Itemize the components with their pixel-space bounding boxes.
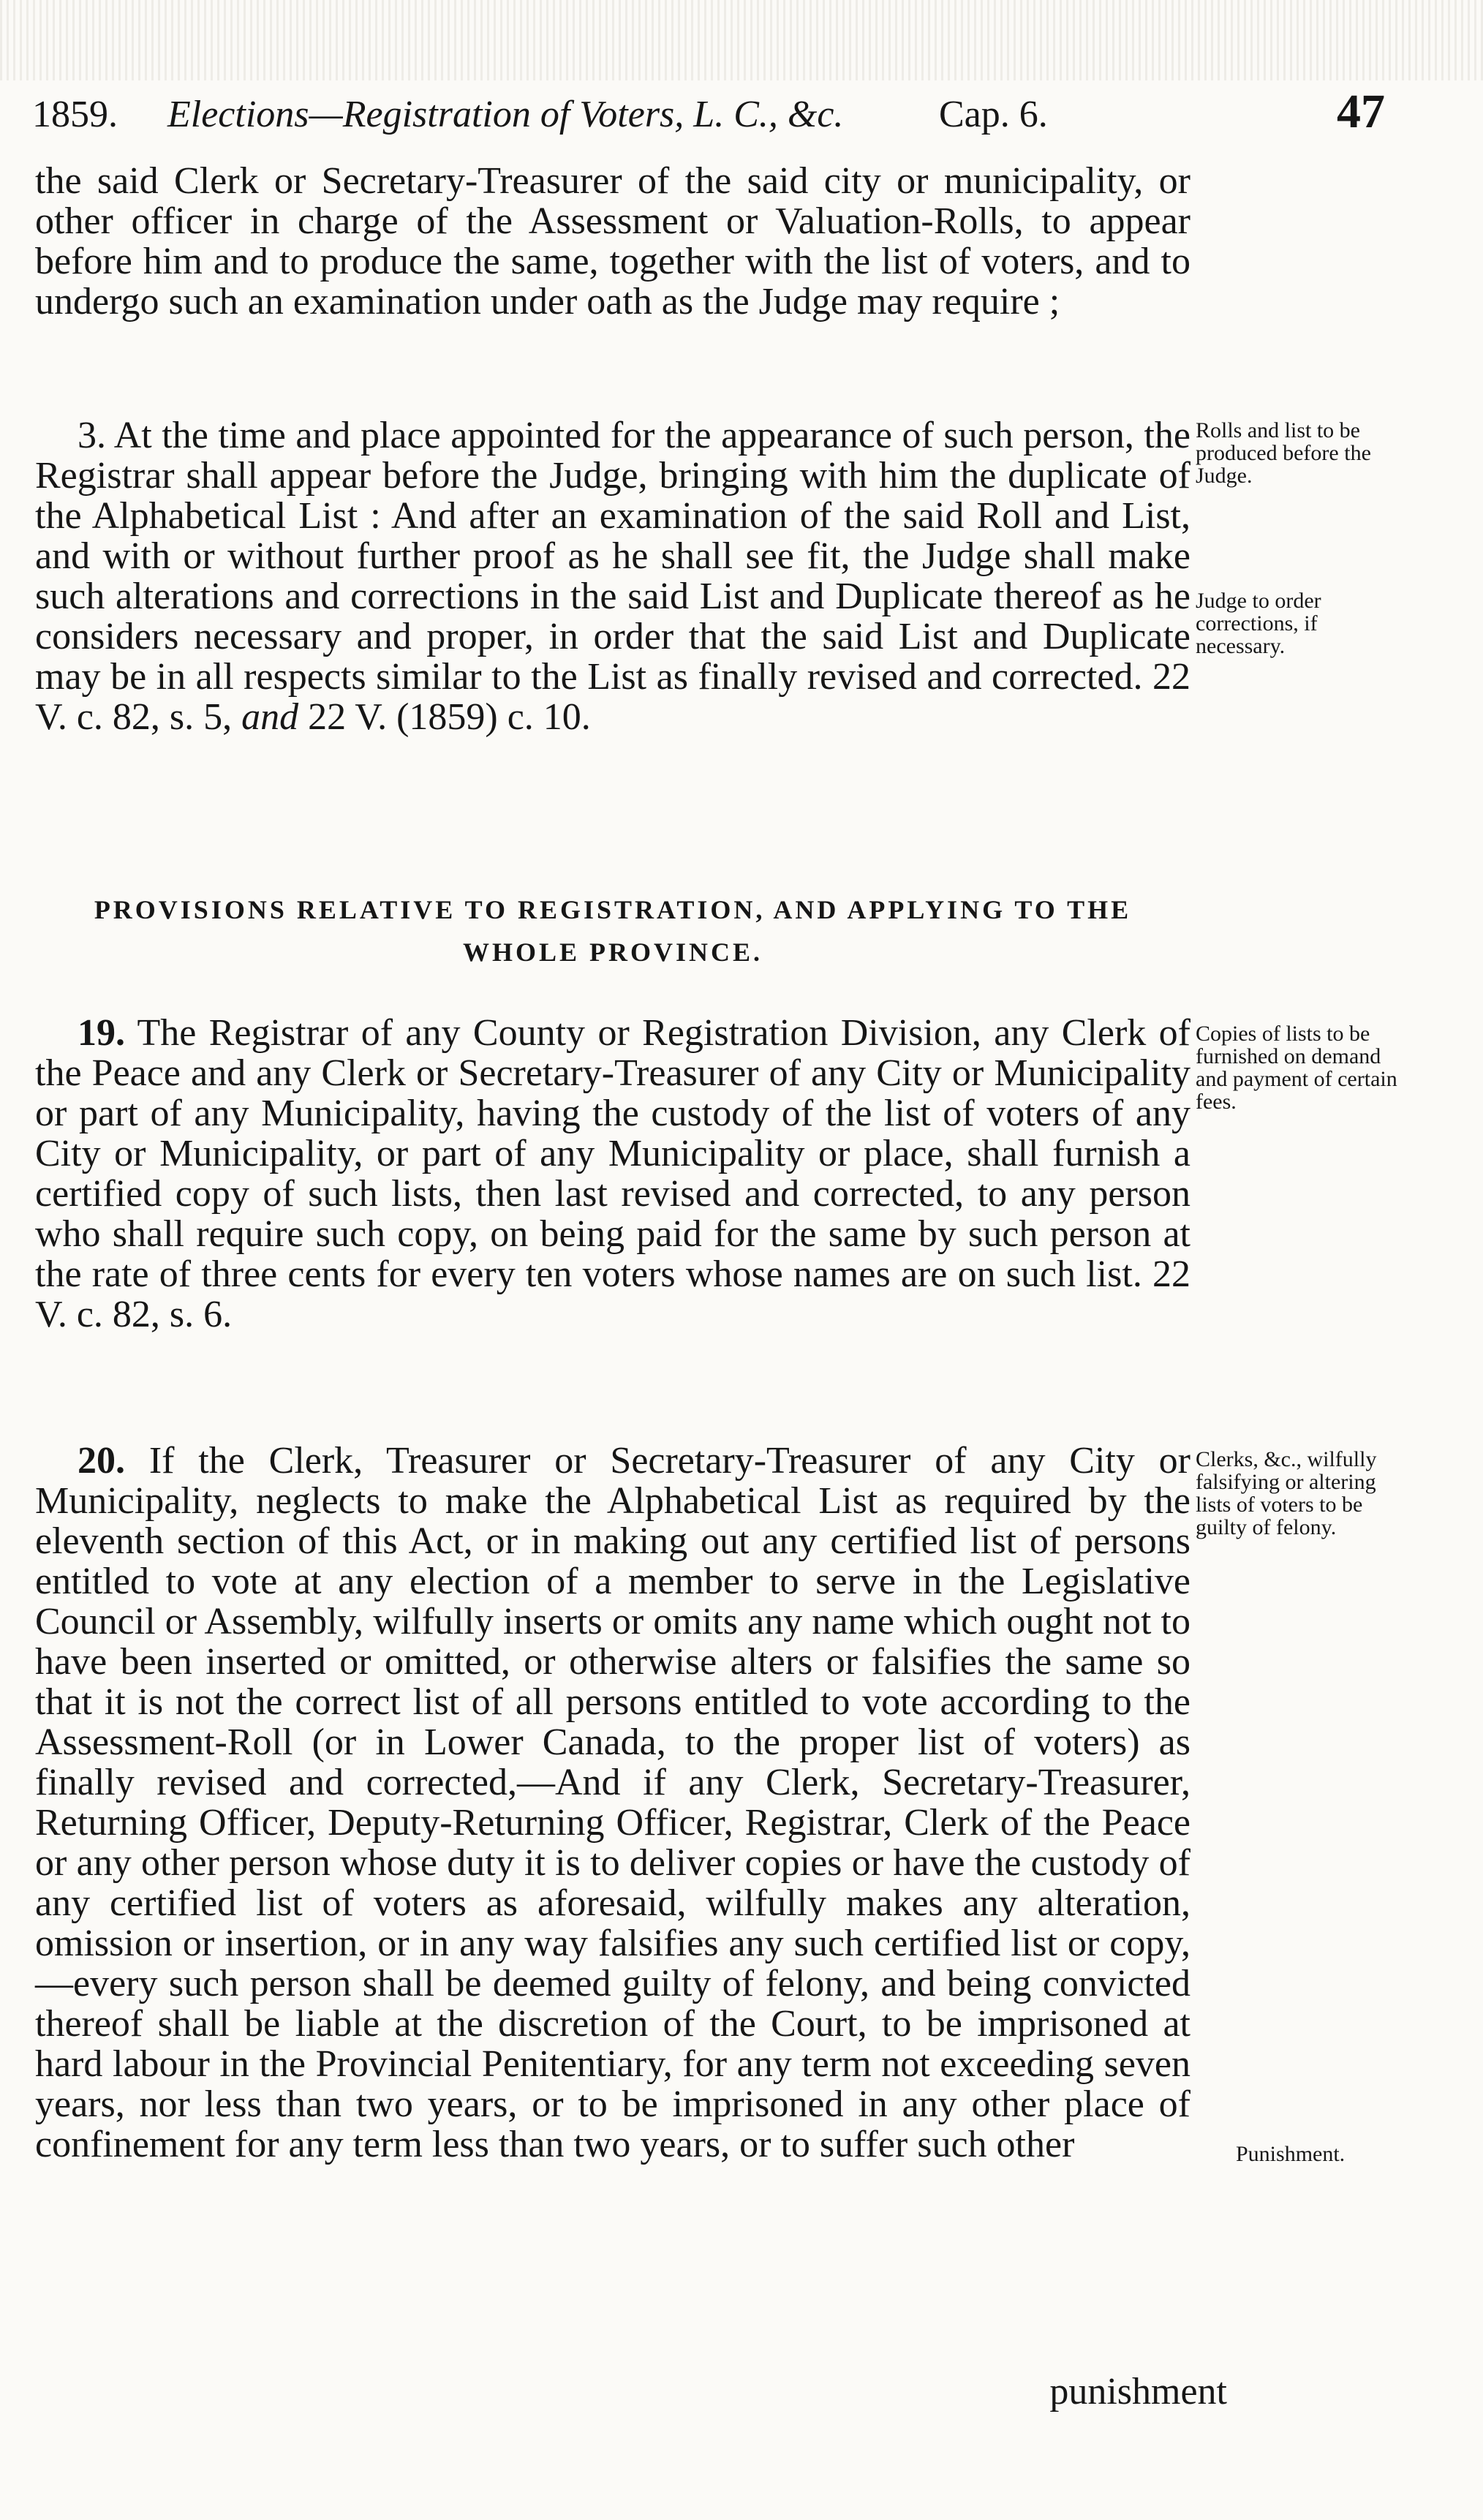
running-header [32, 82, 1385, 148]
margin-note-punishment: Punishment. [1236, 2142, 1346, 2166]
section-3-and: and [241, 696, 299, 738]
header-year: 1859. [32, 94, 118, 135]
section-3-text: 3. At the time and place appointed for the appearance of such person, the Registrar shall appear before the Judge, bringing with him the duplicate of the Alphabetical List : And after an examination of the said Roll and List, and with or without further proof as he shall see fit, the Judge shall make such alterations and corrections in the said List and Duplicate thereof as he considers necessary and proper, in order that the said List and Duplicate may be in all respects similar to the List as finally revised and corrected. 22 V. c. 82, s. 5, [35, 415, 1190, 738]
section-heading: PROVISIONS RELATIVE TO REGISTRATION, AND APPLYING TO THE WHOLE PROVINCE. [94, 895, 1132, 967]
catchword: punishment [1049, 2371, 1227, 2413]
page-top-edge [0, 0, 1483, 80]
margin-note-copies: Copies of lists to be furnished on demand and payment of certain fees. [1196, 1022, 1397, 1114]
section-20-text: If the Clerk, Treasurer or Secretary-Treasurer of any City or Municipality, neglects to make the Alphabetical List as required by the eleventh section of this Act, or in making out any certified list of persons entitled to vote at any election of a member to serve in the Legislative Council or Assembly, wilfully inserts or omits any name which ought not to have been inserted or omitted, or otherwise alters or falsifies the same so that it is not the correct list of all persons entitled to vote according to the Assessment-Roll (or in Lower Canada, to the proper list of voters) as finally revised and corrected,—And if any Clerk, Secretary-Treasurer, Returning Officer, Deputy-Returning Officer, Registrar, Clerk of the Peace or any other person whose duty it is to deliver copies or have the custody of any certified list of voters as aforesaid, wilfully makes any alteration, omission or insertion, or in any way falsifies any such certified list or copy,—every such person shall be deemed guilty of felony, and being convicted thereof shall be liable at the discretion of the Court, to be imprisoned at hard labour in the Provincial Penitentiary, for any term not exceeding seven years, nor less than two years, or to be imprisoned in any other place of confinement for any term less than two years, or to suffer such other [35, 1440, 1190, 2165]
header-chapter: Cap. 6. [939, 94, 1048, 135]
margin-note-judge: Judge to order corrections, if necessary. [1196, 589, 1321, 658]
section-19-text: The Registrar of any County or Registration Division, any Clerk of the Peace and any Clerk or Secretary-Treasurer of any City or Municipality or part of any Municipality, having the custody of the list of voters of any City or Municipality, or part of any Municipality or place, shall furnish a certified copy of such lists, then last revised and corrected, to any person who shall require such copy, on being paid for the same by such person at the rate of three cents for every ten voters whose names are on such list. 22 V. c. 82, s. 6. [35, 1012, 1190, 1335]
margin-note-rolls: Rolls and list to be produced before the Judge. [1196, 418, 1371, 488]
section-3-paragraph [35, 415, 1190, 737]
section-20-number: 20. [78, 1440, 125, 1482]
margin-note-clerks: Clerks, &c., wilfully falsifying or altering lists of voters to be guilty of felony. [1196, 1447, 1377, 1539]
section-19-number: 19. [78, 1012, 125, 1054]
page-number: 47 [1337, 85, 1385, 138]
section-3-tail: 22 V. (1859) c. 10. [308, 696, 591, 738]
header-title: Elections—Registration of Voters, L. C., &c. [167, 94, 844, 135]
section-20-paragraph [35, 1441, 1190, 2165]
continuation-paragraph: the said Clerk or Secretary-Treasurer of the said city or municipality, or other officer in charge of the Assessment or Valuation-Rolls, to appear before him and to produce the same, together with the list of voters, and to undergo such an examination under oath as the Judge may require ; [35, 160, 1190, 322]
section-19-paragraph [35, 1013, 1190, 1335]
